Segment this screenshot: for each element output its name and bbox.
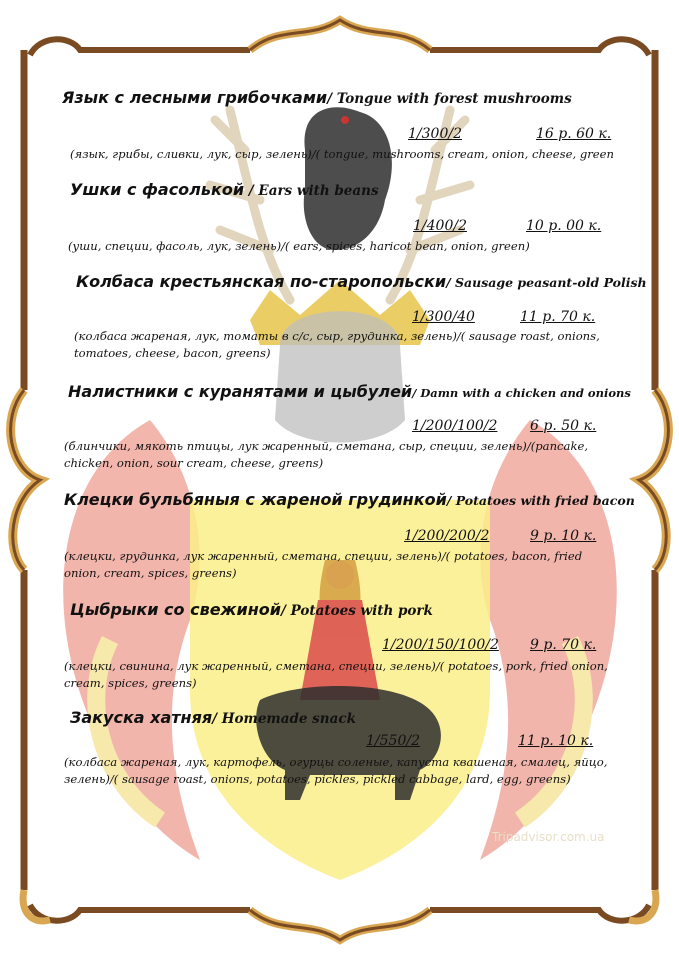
menu-item-portion: 1/300/2 [408, 126, 462, 142]
menu-item-title [70, 180, 379, 199]
menu-item-portion: 1/200/150/100/2 [382, 637, 499, 653]
menu-item-portion: 1/200/100/2 [412, 418, 498, 434]
menu-item-description: (колбаса жареная, лук, картофель, огурцы соленые, капуста квашеная, смалец, яйцо, зелень)/( sausage roast, onions, potatoes, pickles, pickled cabbage, lard, egg, greens) [64, 755, 608, 786]
menu-item-name-ru: Клецки бульбяныя с жареной грудинкой [64, 490, 447, 509]
menu-item-name-en: / Ears with beans [244, 183, 379, 199]
menu-item-description: (блинчики, мякоть птицы, лук жаренный, сметана, сыр, специи, зелень)/(pancake, chicken, onion, sour cream, cheese, greens) [64, 439, 589, 470]
menu-item-name-en: / Tongue with forest mushrooms [327, 91, 572, 107]
watermark: Tripadvisor.com.ua [492, 830, 605, 844]
menu-item-name-en: / Potatoes with pork [280, 603, 433, 619]
menu-item-title [70, 708, 356, 727]
menu-item-name-ru: Налистники с куранятами и цыбулей [68, 382, 413, 401]
menu-item-name-en: / Potatoes with fried bacon [446, 493, 635, 508]
menu-item-name-ru: Колбаса крестьянская по-старопольски [76, 272, 447, 291]
menu-item-price: 6 р. 50 к. [530, 418, 597, 434]
menu-item-title [64, 490, 635, 509]
menu-item-name-ru: Закуска хатняя [70, 708, 213, 727]
menu-item-portion: 1/400/2 [413, 218, 467, 234]
menu-item-price: 11 р. 70 к. [520, 309, 596, 325]
menu-item-price: 11 р. 10 к. [518, 733, 594, 749]
menu-item-price: 10 р. 00 к. [526, 218, 602, 234]
menu-item-description: (клецки, свинина, лук жаренный, сметана, специи, зелень)/( potatoes, pork, fried onion, cream, spices, greens) [64, 659, 608, 690]
menu-item-name-ru: Цыбрыки со свежиной [70, 600, 281, 619]
menu-item-name-ru: Язык с лесными грибочками [62, 88, 328, 107]
menu-item-description: (уши, специи, фасоль, лук, зелень)/( ears, spices, haricot bean, onion, green) [68, 239, 530, 253]
bear-crest [304, 107, 392, 250]
menu-item-name-en: / Sausage peasant-old Polish [446, 275, 647, 290]
menu-item-price: 9 р. 70 к. [530, 637, 597, 653]
menu-item-title [76, 272, 647, 291]
menu-item-price: 16 р. 60 к. [536, 126, 612, 142]
menu-item-portion: 1/550/2 [366, 733, 420, 749]
menu-item-portion: 1/300/40 [412, 309, 475, 325]
menu-item-description: (язык, грибы, сливки, лук, сыр, зелень)/( tongue, mushrooms, cream, onion, cheese, green [70, 147, 614, 161]
menu-item-name-en: / Damn with a chicken and onions [412, 386, 631, 400]
menu-item-title [68, 382, 631, 401]
menu-item-title [70, 600, 433, 619]
menu-item-title [62, 88, 572, 107]
menu-item-description: (клецки, грудинка, лук жаренный, сметана, специи, зелень)/( potatoes, bacon, fried onion, cream, spices, greens) [64, 549, 583, 580]
menu-item-portion: 1/200/200/2 [404, 528, 490, 544]
menu-item-name-en: / Homemade snack [212, 711, 356, 727]
menu-item-description: (колбаса жареная, лук, томаты в с/с, сыр, грудинка, зелень)/( sausage roast, onions, tomatoes, cheese, bacon, greens) [74, 329, 600, 360]
menu-item-price: 9 р. 10 к. [530, 528, 597, 544]
menu-item-name-ru: Ушки с фасолькой [70, 180, 245, 199]
